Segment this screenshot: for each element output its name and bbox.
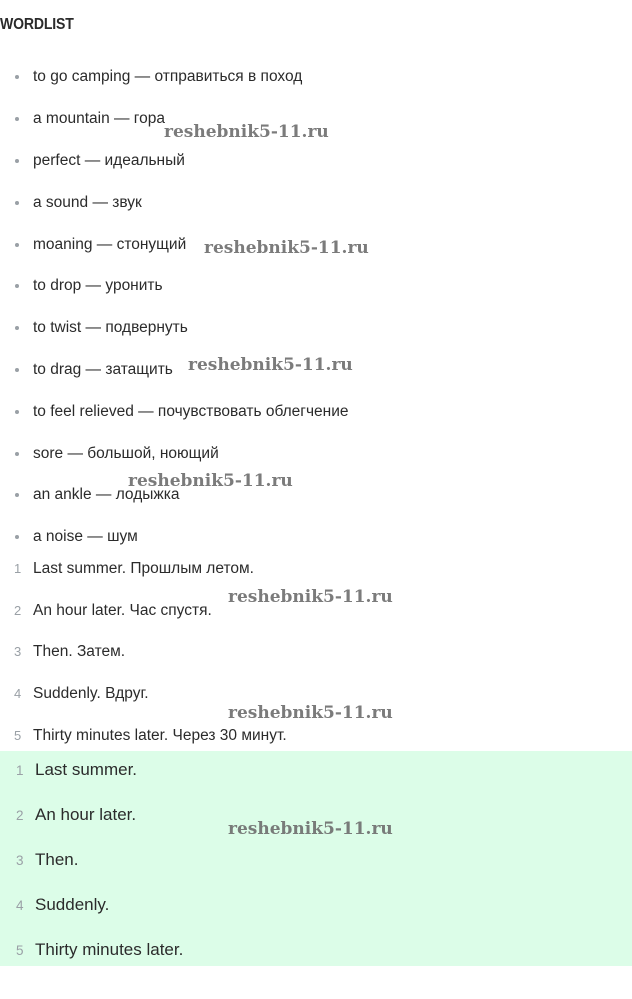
watermark: reshebnik5-11.ru <box>188 355 353 375</box>
item-number: 5 <box>14 728 22 743</box>
answer-text: An hour later. <box>35 805 137 824</box>
bullet-icon <box>15 368 19 372</box>
bullet-icon <box>15 284 19 288</box>
translation-text: Thirty minutes later. Через 30 минут. <box>33 727 287 744</box>
watermark: reshebnik5-11.ru <box>228 587 393 607</box>
wordlist-item-text: an ankle — лодыжка <box>33 486 180 503</box>
answer-number: 3 <box>16 853 24 868</box>
answer-text: Suddenly. <box>35 895 110 914</box>
item-number: 1 <box>14 561 22 576</box>
answer-text: Last summer. <box>35 760 138 779</box>
item-number: 4 <box>14 686 22 701</box>
wordlist-heading: WORDLIST <box>0 16 74 33</box>
bullet-icon <box>15 117 19 121</box>
translation-text: Suddenly. Вдруг. <box>33 685 149 702</box>
translation-text: Then. Затем. <box>33 643 126 660</box>
translation-text: An hour later. Час спустя. <box>33 602 212 619</box>
wordlist-item-text: sore — большой, ноющий <box>33 445 219 462</box>
bullet-icon <box>15 75 19 79</box>
wordlist-item-text: a sound — звук <box>33 194 142 211</box>
bullet-icon <box>15 243 19 247</box>
answer-number: 2 <box>16 808 24 823</box>
wordlist-item-text: to go camping — отправиться в поход <box>33 68 303 85</box>
item-number: 2 <box>14 603 22 618</box>
answer-box <box>0 751 632 966</box>
bullet-icon <box>15 201 19 205</box>
bullet-icon <box>15 493 19 497</box>
answer-text: Thirty minutes later. <box>35 940 184 959</box>
watermark: reshebnik5-11.ru <box>228 819 393 839</box>
wordlist-item-text: a noise — шум <box>33 528 138 545</box>
wordlist-item-text: moaning — стонущий <box>33 236 187 253</box>
translation-text: Last summer. Прошлым летом. <box>33 560 254 577</box>
answer-number: 4 <box>16 898 24 913</box>
answer-text: Then. <box>35 850 79 869</box>
watermark: reshebnik5-11.ru <box>128 471 293 491</box>
watermark: reshebnik5-11.ru <box>228 703 393 723</box>
bullet-icon <box>15 159 19 163</box>
answer-number: 1 <box>16 763 24 778</box>
wordlist-item-text: perfect — идеальный <box>33 152 185 169</box>
watermark: reshebnik5-11.ru <box>164 122 329 142</box>
answer-number: 5 <box>16 943 24 958</box>
wordlist-item-text: to feel relieved — почувствовать облегчение <box>33 403 349 420</box>
item-number: 3 <box>14 644 22 659</box>
bullet-icon <box>15 326 19 330</box>
bullet-icon <box>15 452 19 456</box>
wordlist-item-text: to drag — затащить <box>33 361 173 378</box>
wordlist-item-text: a mountain — гора <box>33 110 165 127</box>
bullet-icon <box>15 410 19 414</box>
wordlist-item-text: to drop — уронить <box>33 277 163 294</box>
bullet-icon <box>15 535 19 539</box>
wordlist-item-text: to twist — подвернуть <box>33 319 188 336</box>
watermark: reshebnik5-11.ru <box>204 238 369 258</box>
